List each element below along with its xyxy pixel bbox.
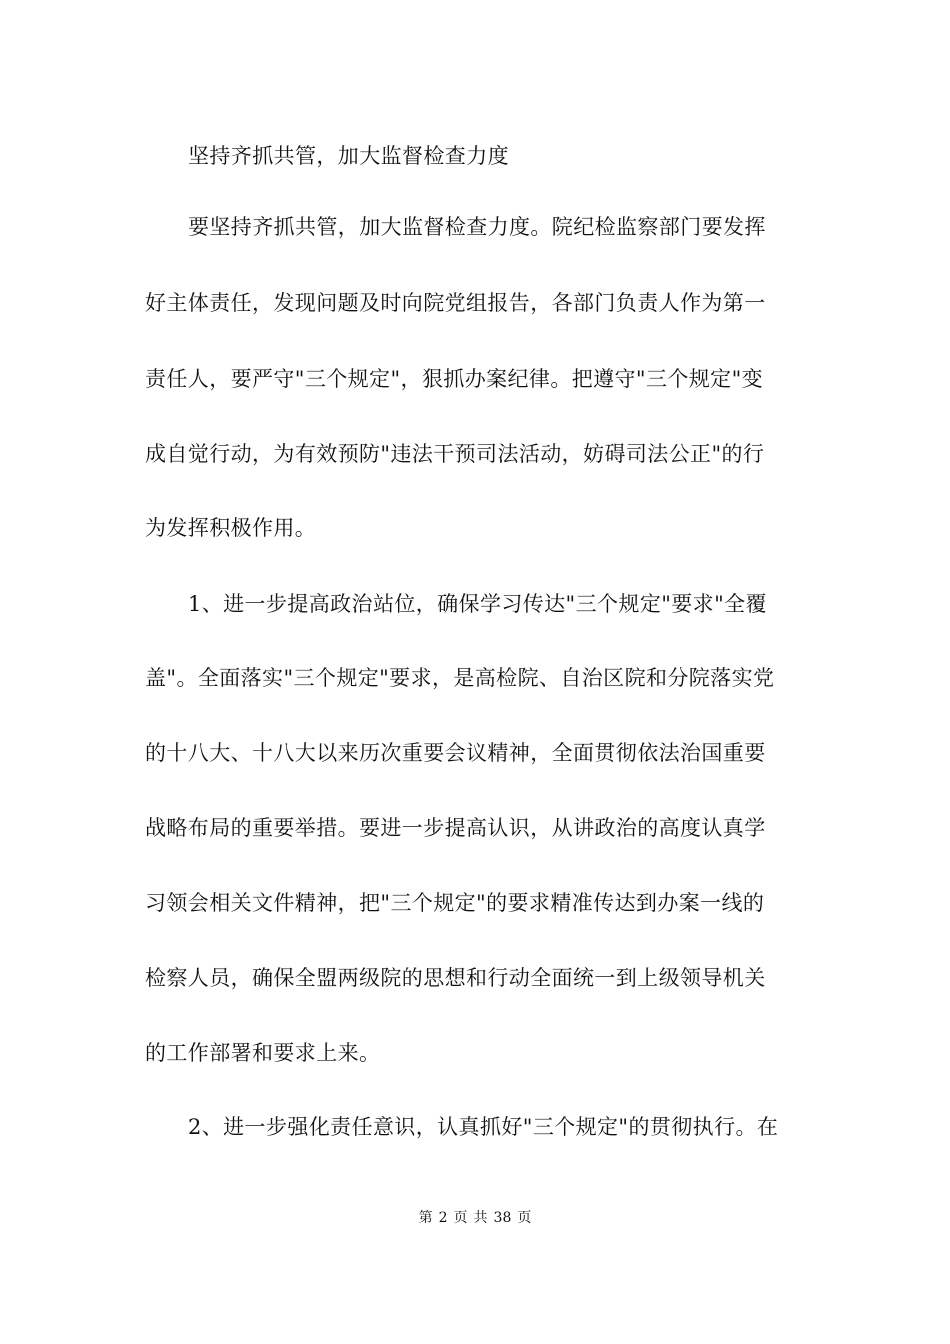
paragraph-line: 习领会相关文件精神，把"三个规定"的要求精准传达到办案一线的: [145, 891, 765, 915]
footer-page-unit: 页: [453, 1210, 468, 1226]
paragraph-line: 1、进一步提高政治站位，确保学习传达"三个规定"要求"全覆: [188, 592, 767, 616]
paragraph-line: 2、进一步强化责任意识，认真抓好"三个规定"的贯彻执行。在: [188, 1115, 779, 1139]
paragraph-line: 的工作部署和要求上来。: [145, 1041, 381, 1065]
section-heading: 坚持齐抓共管，加大监督检查力度: [188, 144, 509, 168]
footer-current-page: 2: [438, 1210, 448, 1226]
paragraph-line: 成自觉行动，为有效预防"违法干预司法活动，妨碍司法公正"的行: [145, 442, 765, 466]
paragraph-line: 的十八大、十八大以来历次重要会议精神，全面贯彻依法治国重要: [145, 741, 766, 765]
paragraph-line: 战略布局的重要举措。要进一步提高认识，从讲政治的高度认真学: [145, 816, 766, 840]
paragraph-line: 要坚持齐抓共管，加大监督检查力度。院纪检监察部门要发挥: [188, 215, 766, 239]
paragraph-line: 责任人，要严守"三个规定"，狠抓办案纪律。把遵守"三个规定"变: [145, 367, 764, 391]
footer-prefix: 第: [418, 1210, 433, 1226]
paragraph-line: 好主体责任，发现问题及时向院党组报告，各部门负责人作为第一: [145, 291, 766, 315]
footer-total-label: 共: [473, 1210, 488, 1226]
page-footer: [0, 1209, 950, 1227]
paragraph-line: 盖"。全面落实"三个规定"要求，是高检院、自治区院和分院落实党: [145, 666, 775, 690]
footer-total-pages: 38: [493, 1210, 512, 1226]
footer-suffix: 页: [517, 1210, 532, 1226]
paragraph-line: 为发挥积极作用。: [145, 516, 317, 540]
paragraph-line: 检察人员，确保全盟两级院的思想和行动全面统一到上级领导机关: [145, 966, 766, 990]
